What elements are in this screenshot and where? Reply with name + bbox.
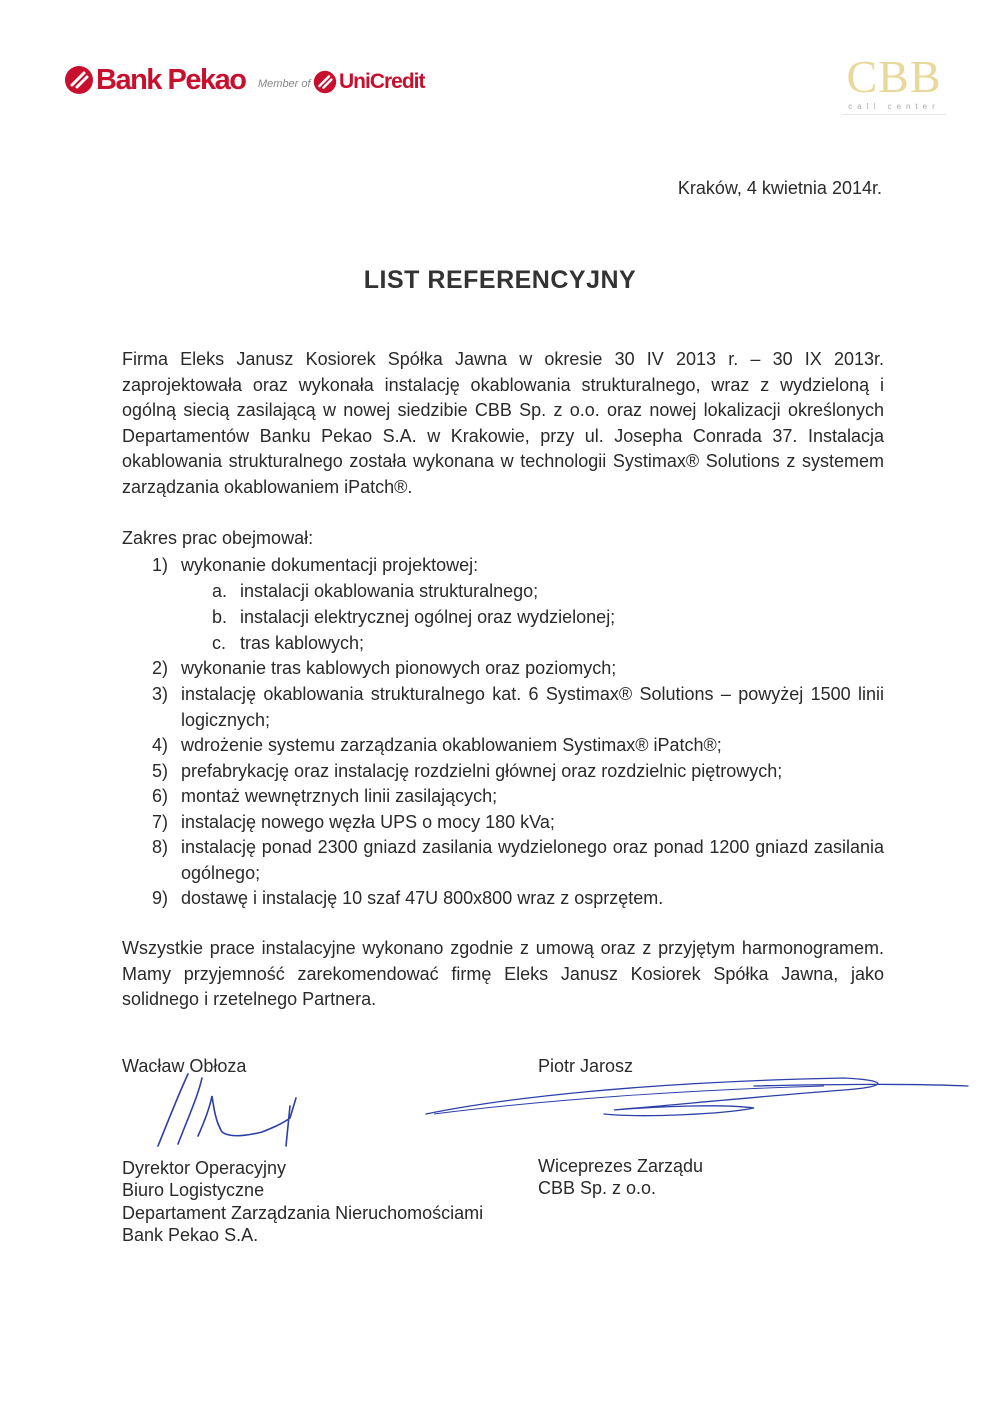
list-item-text: prefabrykację oraz instalację rozdzielni głównej oraz rozdzielnic piętrowych; [181,761,783,781]
list-item-text: wykonanie dokumentacji projektowej: [181,555,479,575]
list-item-number: 3) [152,684,169,704]
member-of-label: Member of [258,78,311,90]
sub-item-text: instalacji okablowania strukturalnego; [240,581,539,601]
list-item-text: dostawę i instalację 10 szaf 47U 800x800 wraz z osprzętem. [181,888,664,908]
list-item-text: instalację ponad 2300 gniazd zasilania wydzielonego oraz ponad 1200 gniazd zasilania ogólnego; [181,837,884,883]
left-signatory-department: Departament Zarządzania Nieruchomościami [122,1202,484,1223]
letter-title: LIST REFERENCYJNY [363,266,637,294]
unicredit-wordmark: UniCredit [339,70,425,93]
sub-item-letter: b. [212,607,228,627]
right-signatory-title: Wiceprezes Zarządu [538,1156,704,1176]
right-signature-image [424,1070,970,1120]
left-signature-image [150,1066,300,1152]
closing-paragraph: Wszystkie prace instalacyjne wykonano zgodnie z umową oraz z przyjętym harmonogramem. Mamy przyjemność zarekomendować firmę Eleks Janusz Kosiorek Spółka Jawna, jako solidnego i rzetelnego Partnera. [122,938,884,1010]
list-item-number: 8) [152,837,169,857]
list-item-text: instalację nowego węzła UPS o mocy 180 kVa; [181,812,555,832]
right-signatory-company: CBB Sp. z o.o. [538,1178,657,1199]
right-signatory-name: Piotr Jarosz [538,1056,634,1076]
list-item-number: 6) [152,786,169,806]
unicredit-symbol-icon [64,65,94,95]
sub-item-letter: c. [212,633,227,653]
list-item-number: 2) [152,658,169,678]
sub-item-letter: a. [212,581,228,601]
list-item-text: montaż wewnętrznych linii zasilających; [181,786,498,806]
left-signatory-office: Biuro Logistyczne [122,1180,265,1201]
list-item-number: 5) [152,761,169,781]
list-item-text: instalację okablowania strukturalnego kat. 6 Systimax® Solutions – powyżej 1500 linii logicznych; [181,684,884,730]
cbb-logo [842,51,946,115]
list-item-number: 1) [152,555,169,575]
sub-item-text: instalacji elektrycznej ogólnej oraz wydzielonej; [240,607,616,627]
bank-pekao-logo [64,60,245,100]
left-signatory-details [122,1157,483,1246]
letter-date: Kraków, 4 kwietnia 2014r. [677,178,882,198]
intro-paragraph: Firma Eleks Janusz Kosiorek Spółka Jawna w okresie 30 IV 2013 r. – 30 IX 2013r. zaprojektowała oraz wykonała instalację okablowania strukturalnego, wraz z wydzieloną i ogólną siecią zasilającą w nowej siedzibie CBB Sp. z o.o. oraz nowej lokalizacji określonych Departamentów Banku Pekao S.A. w Krakowie, przy ul. Josepha Conrada 37. Instalacja okablowania strukturalnego została wykonana w technologii Systimax® Solutions z systemem zarządzania okablowaniem iPatch®. [122,349,884,497]
left-signatory-title: Dyrektor Operacyjny [122,1158,287,1178]
scope-label: Zakres prac obejmował: [122,528,314,548]
unicredit-logo [313,66,425,98]
cbb-divider [842,114,946,115]
list-item-text: wdrożenie systemu zarządzania okablowaniem Systimax® iPatch®; [181,735,722,755]
bank-pekao-wordmark: Bank Pekao [96,63,246,96]
right-signatory-details [538,1155,703,1200]
cbb-wordmark: CBB [846,51,942,102]
left-signatory-name: Wacław Obłoza [122,1056,247,1076]
sub-item-text: tras kablowych; [240,633,365,653]
list-item-number: 4) [152,735,169,755]
list-item-text: wykonanie tras kablowych pionowych oraz poziomych; [181,658,617,678]
list-item-number: 7) [152,812,169,832]
left-signatory-company: Bank Pekao S.A. [122,1224,259,1245]
cbb-subtitle: call center [848,102,940,111]
unicredit-symbol-icon [313,70,337,94]
list-item-number: 9) [152,888,169,908]
